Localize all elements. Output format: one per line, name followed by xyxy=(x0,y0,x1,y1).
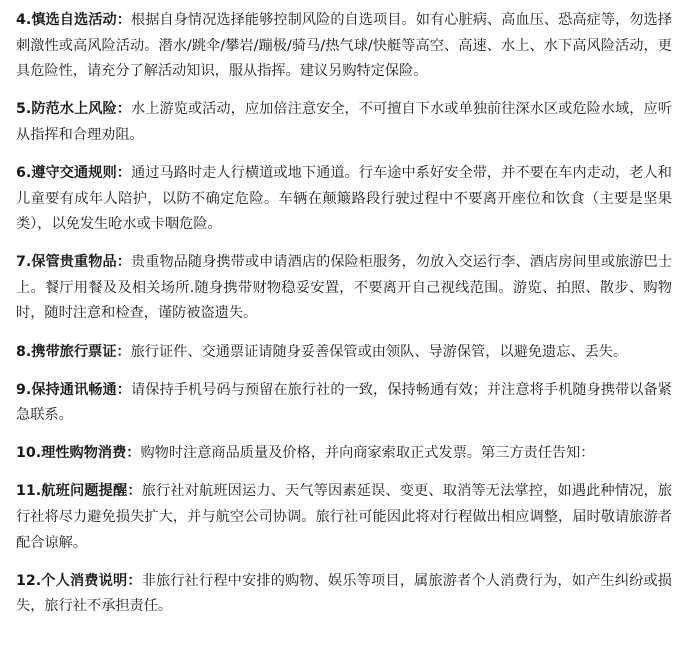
item-number: 12. xyxy=(16,572,42,589)
item-number: 9. xyxy=(16,381,32,398)
notice-item-8 xyxy=(16,340,672,366)
notice-item-10 xyxy=(16,441,672,467)
item-body: 购物时注意商品质量及价格，并向商家索取正式发票。第三方责任告知： xyxy=(140,445,595,462)
item-number: 6. xyxy=(16,164,32,181)
notice-item-4 xyxy=(16,8,672,85)
notice-item-12 xyxy=(16,569,672,620)
item-number: 4. xyxy=(16,12,32,28)
item-body: 水上游览或活动，应加倍注意安全，不可擅自下水或单独前往深水区或危险水域，应听从指挥和合理劝阻。 xyxy=(16,101,672,143)
item-body: 贵重物品随身携带或申请酒店的保险柜服务，勿放入交运行李、酒店房间里或旅游巴士上。餐厅用餐及及相关场所.随身携带财物稳妥安置，不要离开自己视线范围。游览、拍照、散步、购物时，随时注意和检查，谨防被盗遗失。 xyxy=(16,254,672,322)
item-heading: 遵守交通规则： xyxy=(31,164,131,181)
item-heading: 保持通讯畅通： xyxy=(31,381,131,398)
item-heading: 防范水上风险： xyxy=(31,101,131,118)
item-heading: 携带旅行票证： xyxy=(31,343,131,360)
item-body: 非旅行社行程中安排的购物、娱乐等项目，属旅游者个人消费行为，如产生纠纷或损失，旅行社不承担责任。 xyxy=(16,572,672,615)
item-number: 5. xyxy=(16,101,32,118)
item-body: 旅行证件、交通票证请随身妥善保管或由领队、导游保管，以避免遗忘、丢失。 xyxy=(130,343,628,360)
item-body: 旅行社对航班因运力、天气等因素延误、变更、取消等无法掌控，如遇此种情况，旅行社将尽力避免损失扩大，并与航空公司协调。旅行社可能因此将对行程做出相应调整，届时敬请旅游者配合谅解。 xyxy=(16,483,672,551)
notice-item-6 xyxy=(16,161,672,238)
item-body: 根据自身情况选择能够控制风险的自选项目。如有心脏病、高血压、恐高症等，勿选择刺激性或高风险活动。潜水/跳伞/攀岩/蹦极/骑马/热气球/快艇等高空、高速、水上、水下高风险活动，更具危险性，请充分了解活动知识，服从指挥。建议另购特定保险。 xyxy=(16,12,672,80)
item-body: 请保持手机号码与预留在旅行社的一致，保持畅通有效；并注意将手机随身携带以备紧急联系。 xyxy=(16,381,672,424)
item-number: 10. xyxy=(16,445,42,462)
item-number: 11. xyxy=(16,483,42,500)
travel-notice-document xyxy=(16,8,672,632)
notice-item-7 xyxy=(16,250,672,327)
item-heading: 理性购物消费： xyxy=(41,445,141,462)
item-body: 通过马路时走人行横道或地下通道。行车途中系好安全带，并不要在车内走动，老人和儿童要有成年人陪护，以防不确定危险。车辆在颠簸路段行驶过程中不要离开座位和饮食（主要是坚果类），以免发生呛水或卡咽危险。 xyxy=(16,164,672,233)
notice-item-5 xyxy=(16,97,672,148)
notice-item-9 xyxy=(16,378,672,429)
item-number: 8. xyxy=(16,343,32,360)
item-number: 7. xyxy=(16,254,32,271)
item-heading: 慎选自选活动： xyxy=(31,12,131,28)
notice-item-11 xyxy=(16,479,672,556)
item-heading: 个人消费说明： xyxy=(41,572,142,589)
item-heading: 保管贵重物品： xyxy=(31,254,131,271)
item-heading: 航班问题提醒： xyxy=(41,483,142,500)
